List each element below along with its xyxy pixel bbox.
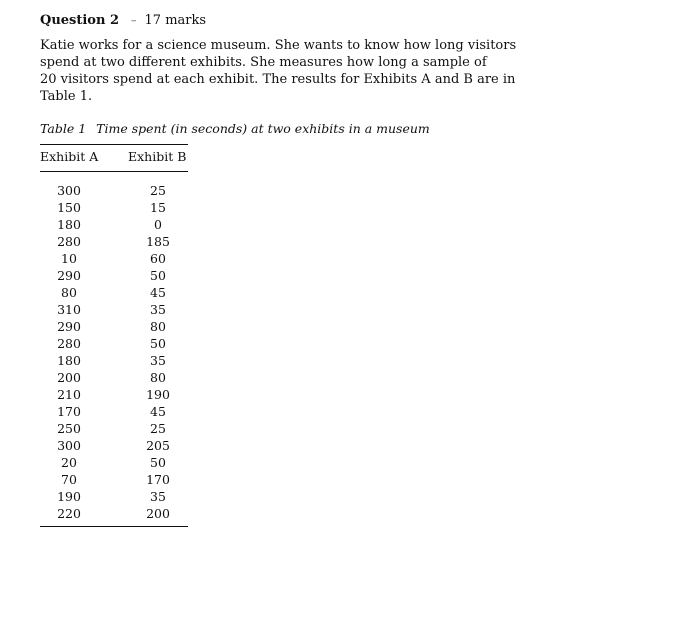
table-row [40, 250, 188, 267]
table-header-row [40, 145, 188, 172]
cell-exhibit-b: 200 [128, 505, 188, 527]
cell-exhibit-a: 220 [40, 505, 128, 527]
cell-exhibit-a: 170 [57, 404, 81, 419]
table-row [40, 172, 188, 200]
cell-exhibit-a: 200 [57, 370, 81, 385]
cell-exhibit-b: 190 [146, 387, 170, 402]
intro-line: spend at two different exhibits. She measures how long a sample of [40, 55, 487, 70]
table-row [40, 199, 188, 216]
table-row [40, 267, 188, 284]
cell-exhibit-a: 310 [57, 302, 81, 317]
cell-exhibit-b: 60 [150, 251, 166, 266]
table-row [40, 233, 188, 250]
cell-exhibit-a: 290 [57, 268, 81, 283]
cell-exhibit-b: 205 [146, 438, 170, 453]
intro-line: Table 1. [40, 89, 93, 104]
cell-exhibit-a: 190 [57, 489, 81, 504]
document-page [40, 10, 517, 527]
table-caption [40, 120, 490, 138]
table-row [40, 488, 188, 505]
cell-exhibit-a: 70 [61, 472, 77, 487]
cell-exhibit-b: 50 [150, 268, 166, 283]
cell-exhibit-b: 35 [150, 489, 166, 504]
header-exhibit-a: Exhibit A [40, 145, 128, 172]
cell-exhibit-b: 45 [150, 285, 166, 300]
cell-exhibit-b: 45 [150, 404, 166, 419]
table-row [40, 318, 188, 335]
cell-exhibit-b: 25 [150, 421, 166, 436]
table-body [40, 172, 188, 527]
cell-exhibit-a: 20 [61, 455, 77, 470]
question-title: Question 2 [40, 13, 120, 28]
cell-exhibit-b: 80 [150, 370, 166, 385]
cell-exhibit-b: 35 [150, 353, 166, 368]
intro-line: Katie works for a science museum. She wants to know how long visitors [40, 38, 517, 53]
cell-exhibit-a: 180 [57, 217, 81, 232]
table-row [40, 420, 188, 437]
table-row [40, 352, 188, 369]
table-row [40, 403, 188, 420]
cell-exhibit-b: 50 [150, 455, 166, 470]
table-row [40, 335, 188, 352]
cell-exhibit-a: 290 [57, 319, 81, 334]
intro-paragraph [40, 37, 517, 105]
cell-exhibit-b: 25 [150, 183, 166, 198]
cell-exhibit-a: 10 [61, 251, 77, 266]
intro-line: 20 visitors spend at each exhibit. The results for Exhibits A and B are in [40, 72, 516, 87]
table-row [40, 369, 188, 386]
cell-exhibit-b: 50 [150, 336, 166, 351]
cell-exhibit-a: 280 [57, 336, 81, 351]
table-row [40, 471, 188, 488]
cell-exhibit-b: 15 [150, 200, 166, 215]
cell-exhibit-a: 80 [61, 285, 77, 300]
cell-exhibit-a: 300 [57, 183, 81, 198]
table-row [40, 505, 188, 527]
question-header [40, 10, 490, 32]
table-row [40, 216, 188, 233]
table-row [40, 454, 188, 471]
table-caption-label: Table 1 [40, 121, 87, 136]
cell-exhibit-b: 80 [150, 319, 166, 334]
cell-exhibit-b: 0 [154, 217, 162, 232]
question-marks: 17 marks [144, 13, 207, 28]
cell-exhibit-a: 210 [57, 387, 81, 402]
cell-exhibit-a: 250 [57, 421, 81, 436]
table-row [40, 284, 188, 301]
header-dash: – [131, 14, 137, 27]
cell-exhibit-a: 180 [57, 353, 81, 368]
header-exhibit-b: Exhibit B [128, 145, 188, 172]
table-row [40, 386, 188, 403]
cell-exhibit-a: 300 [57, 438, 81, 453]
cell-exhibit-b: 185 [146, 234, 170, 249]
results-table [40, 144, 188, 527]
cell-exhibit-a: 150 [57, 200, 81, 215]
table-row [40, 301, 188, 318]
cell-exhibit-a: 280 [57, 234, 81, 249]
cell-exhibit-b: 170 [146, 472, 170, 487]
table-caption-text: Time spent (in seconds) at two exhibits in a museum [96, 121, 430, 136]
cell-exhibit-b: 35 [150, 302, 166, 317]
table-row [40, 437, 188, 454]
